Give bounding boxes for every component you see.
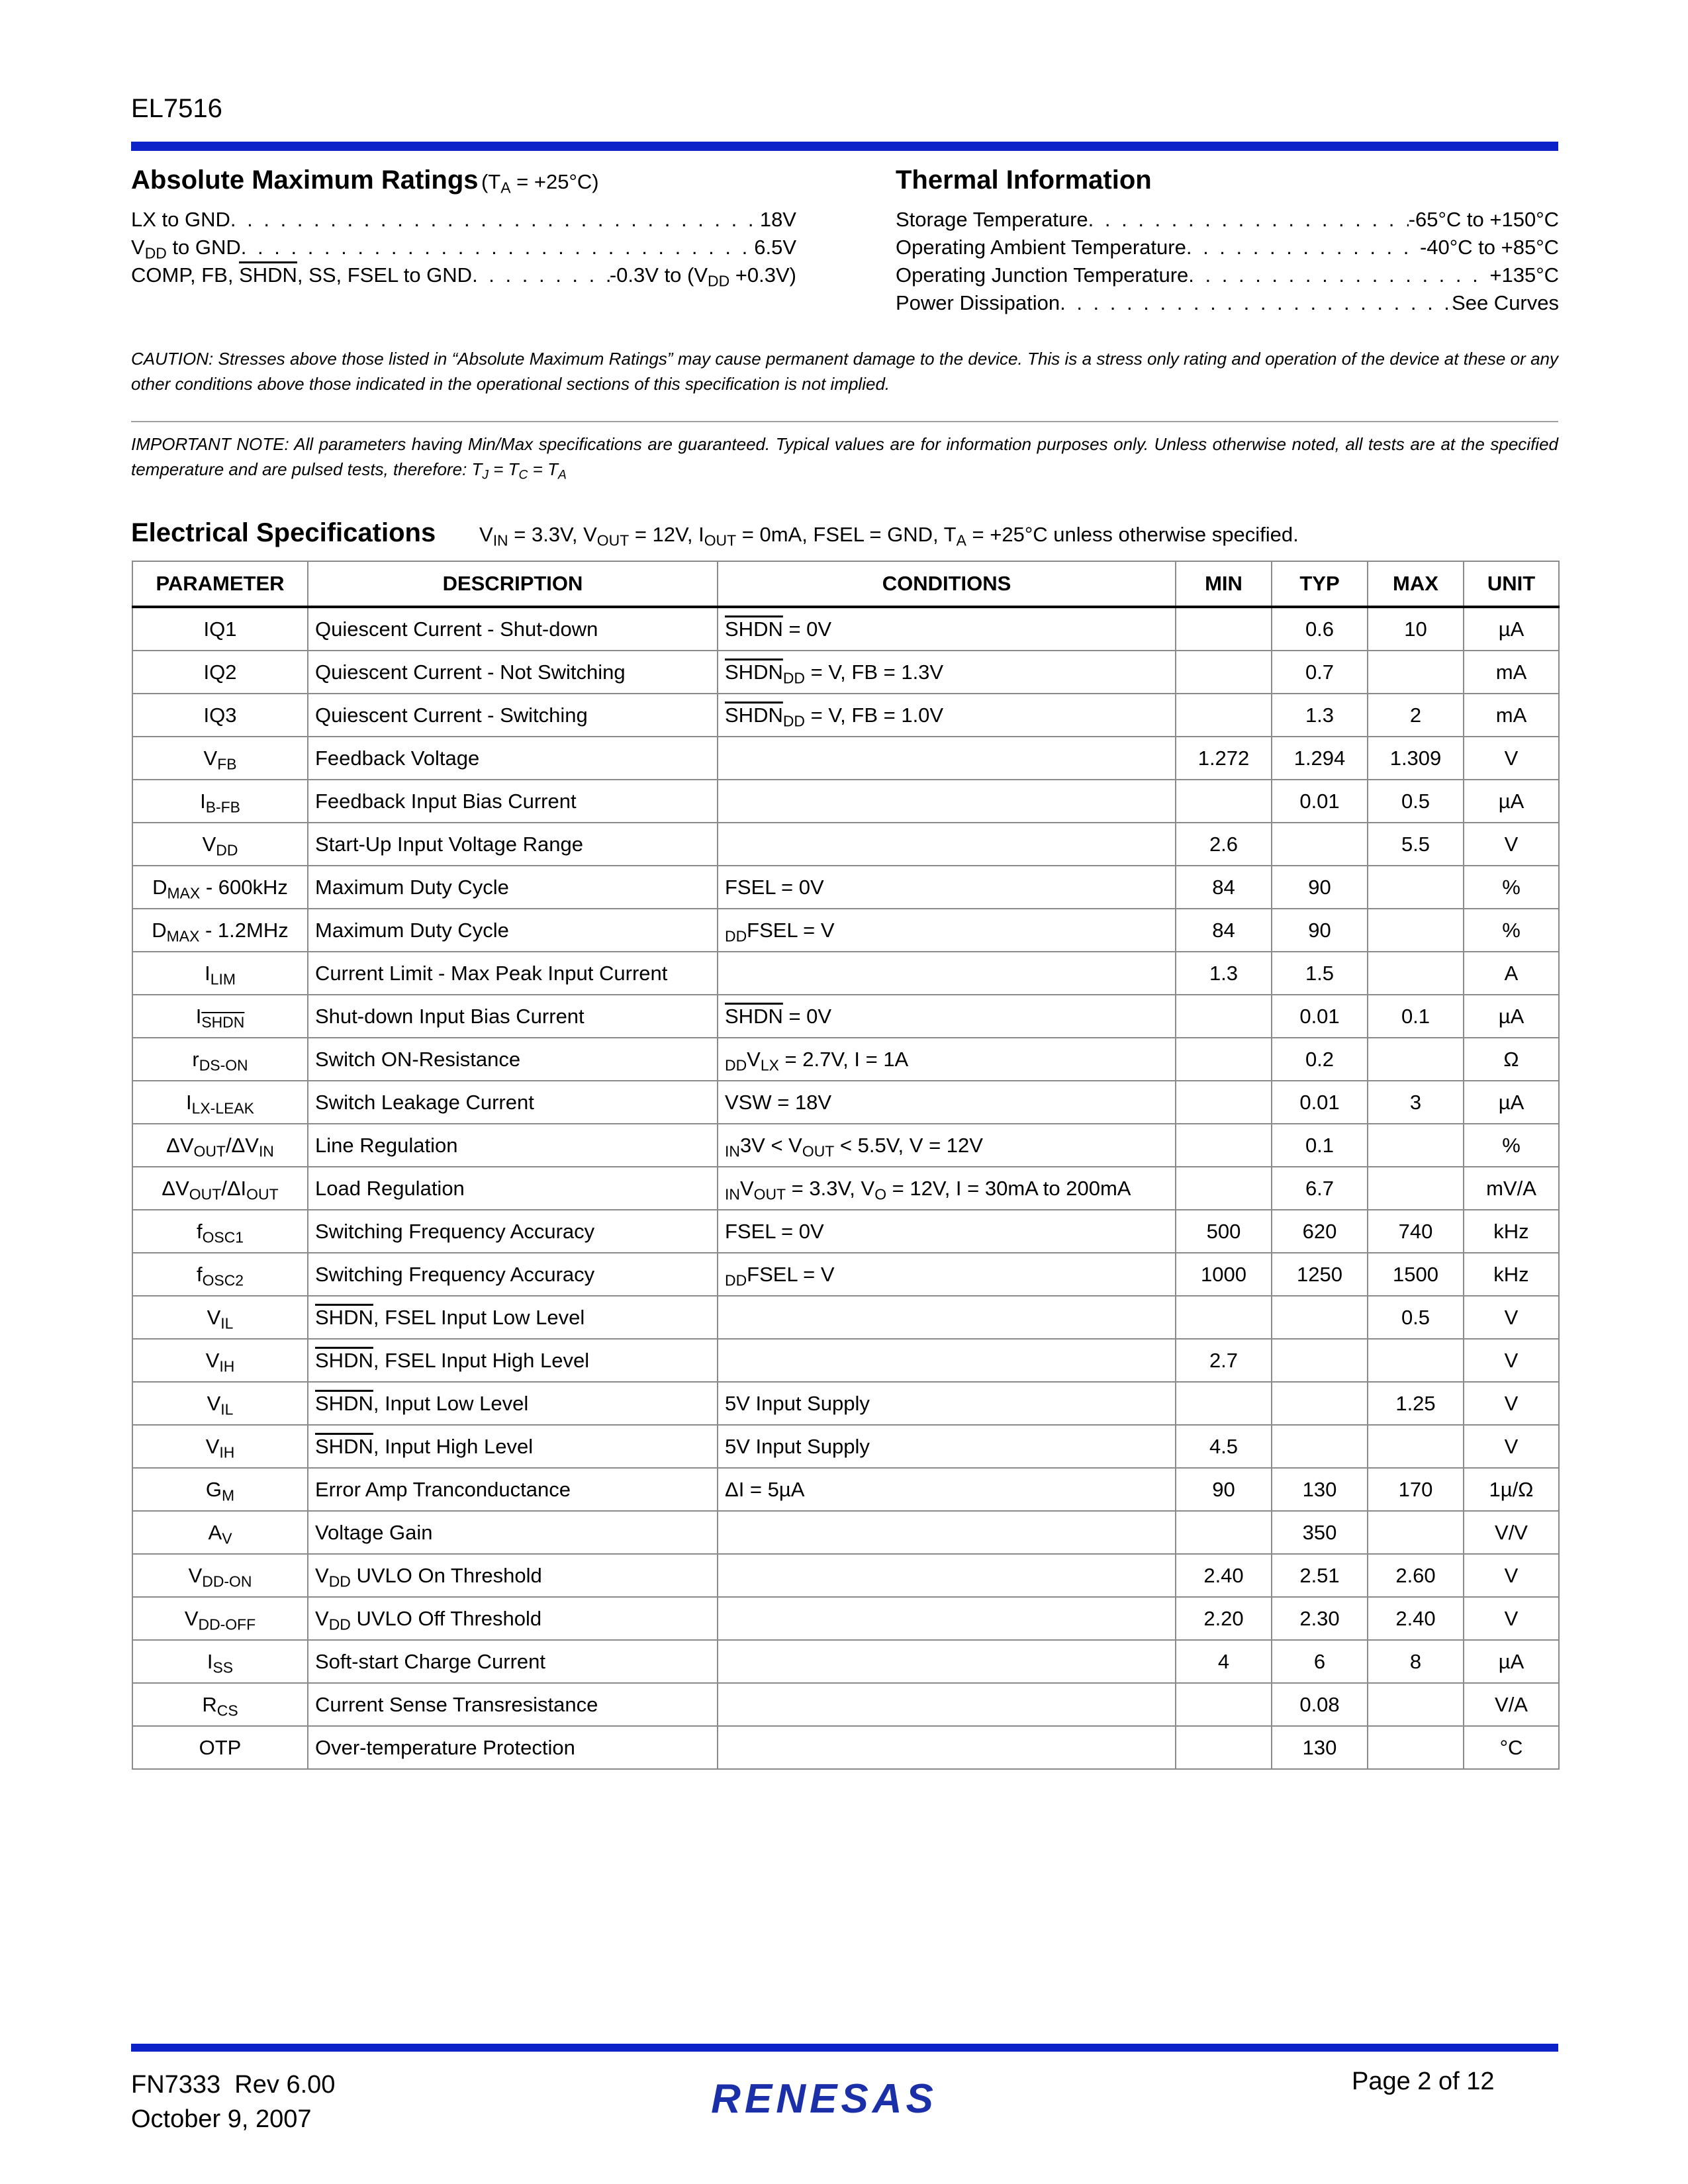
parameter-cell: OTP xyxy=(132,1726,308,1769)
unit-cell: % xyxy=(1464,909,1559,952)
max-cell xyxy=(1368,1339,1464,1382)
max-cell: 2 xyxy=(1368,694,1464,737)
conditions-cell xyxy=(718,1640,1176,1683)
description-cell: SHDN, Input High Level xyxy=(308,1425,718,1468)
min-cell xyxy=(1176,1124,1272,1167)
unit-cell: mA xyxy=(1464,651,1559,694)
min-cell xyxy=(1176,1511,1272,1554)
typ-cell xyxy=(1272,1425,1368,1468)
parameter-cell: $V_{IL}$ xyxy=(132,1382,308,1425)
description-cell: Switch ON-Resistance xyxy=(308,1038,718,1081)
unit-cell: µA xyxy=(1464,995,1559,1038)
table-row xyxy=(132,1296,1559,1339)
conditions-cell xyxy=(718,952,1176,995)
min-cell: 90 xyxy=(1176,1468,1272,1511)
document-date: October 9, 2007 xyxy=(131,2105,312,2133)
min-cell: 4 xyxy=(1176,1640,1272,1683)
unit-cell: µA xyxy=(1464,780,1559,823)
description-cell: Maximum Duty Cycle xyxy=(308,909,718,952)
description-cell: $V_{DD}$ UVLO Off Threshold xyxy=(308,1597,718,1640)
min-cell: 2.7 xyxy=(1176,1339,1272,1382)
min-cell xyxy=(1176,607,1272,651)
typ-cell: 6.7 xyxy=(1272,1167,1368,1210)
max-cell: 0.5 xyxy=(1368,1296,1464,1339)
table-row xyxy=(132,1726,1559,1769)
conditions-cell xyxy=(718,737,1176,780)
conditions-cell xyxy=(718,1683,1176,1726)
min-cell xyxy=(1176,1726,1272,1769)
column-header: TYP xyxy=(1272,561,1368,607)
typ-cell: 2.30 xyxy=(1272,1597,1368,1640)
max-cell xyxy=(1368,651,1464,694)
unit-cell: V/V xyxy=(1464,1511,1559,1554)
unit-cell: V xyxy=(1464,737,1559,780)
typ-cell: 1.3 xyxy=(1272,694,1368,737)
max-cell xyxy=(1368,1425,1464,1468)
column-header: MIN xyxy=(1176,561,1272,607)
max-cell: 1500 xyxy=(1368,1253,1464,1296)
table-row xyxy=(132,1511,1559,1554)
description-cell: Quiescent Current - Not Switching xyxy=(308,651,718,694)
table-row xyxy=(132,1253,1559,1296)
description-cell: Over-temperature Protection xyxy=(308,1726,718,1769)
conditions-cell: FSEL = 0V xyxy=(718,866,1176,909)
description-cell: Line Regulation xyxy=(308,1124,718,1167)
parameter-cell: $V_{DD-ON}$ xyxy=(132,1554,308,1597)
table-row xyxy=(132,651,1559,694)
unit-cell: V xyxy=(1464,1597,1559,1640)
table-row xyxy=(132,1382,1559,1425)
conditions-cell: $_{DD}$FSEL = V xyxy=(718,909,1176,952)
conditions-cell: $_{DD}$FSEL = V xyxy=(718,1253,1176,1296)
typ-cell: 2.51 xyxy=(1272,1554,1368,1597)
parameter-cell: $V_{DD}$ xyxy=(132,823,308,866)
table-header-row xyxy=(132,561,1559,607)
min-cell xyxy=(1176,995,1272,1038)
conditions-cell: $SHDN_{DD} = V$, FB = 1.3V xyxy=(718,651,1176,694)
column-header: MAX xyxy=(1368,561,1464,607)
typ-cell: 0.01 xyxy=(1272,780,1368,823)
description-cell: SHDN, Input Low Level xyxy=(308,1382,718,1425)
column-header: DESCRIPTION xyxy=(308,561,718,607)
table-row xyxy=(132,780,1559,823)
typ-cell: 0.2 xyxy=(1272,1038,1368,1081)
description-cell: Quiescent Current - Shut-down xyxy=(308,607,718,651)
max-cell: 740 xyxy=(1368,1210,1464,1253)
min-cell xyxy=(1176,1167,1272,1210)
max-cell xyxy=(1368,1038,1464,1081)
typ-cell: 90 xyxy=(1272,866,1368,909)
parameter-cell: $I_{B-FB}$ xyxy=(132,780,308,823)
min-cell xyxy=(1176,780,1272,823)
max-cell: 1.25 xyxy=(1368,1382,1464,1425)
table-row xyxy=(132,1081,1559,1124)
unit-cell: V xyxy=(1464,823,1559,866)
min-cell: 4.5 xyxy=(1176,1425,1272,1468)
abs-max-condition: $(T_A = +25^\circ C)$ xyxy=(481,170,599,197)
min-cell: 84 xyxy=(1176,909,1272,952)
conditions-cell: $SHDN_{DD} = V$, FB = 1.0V xyxy=(718,694,1176,737)
max-cell xyxy=(1368,952,1464,995)
typ-cell: 350 xyxy=(1272,1511,1368,1554)
typ-cell: 90 xyxy=(1272,909,1368,952)
electrical-spec-table xyxy=(132,561,1560,1770)
thermal-row: Storage Temperature . . . -65°C to +150°C xyxy=(896,206,1559,234)
min-cell: 1000 xyxy=(1176,1253,1272,1296)
parameter-cell: $V_{IH}$ xyxy=(132,1339,308,1382)
conditions-cell xyxy=(718,1339,1176,1382)
unit-cell: V xyxy=(1464,1296,1559,1339)
description-cell: Switching Frequency Accuracy xyxy=(308,1210,718,1253)
max-cell: 2.40 xyxy=(1368,1597,1464,1640)
description-cell: Start-Up Input Voltage Range xyxy=(308,823,718,866)
conditions-cell: ΔI = 5µA xyxy=(718,1468,1176,1511)
important-note: IMPORTANT NOTE: All parameters having Min/Max specifications are guaranteed. Typical values are for information purposes only. Unless otherwise noted, all tests are at the specified temperature and are pulsed tests, therefore: $T_J = T_C = T_A$ xyxy=(131,434,1558,482)
conditions-cell: SHDN = 0V xyxy=(718,995,1176,1038)
min-cell xyxy=(1176,1038,1272,1081)
table-row xyxy=(132,737,1559,780)
conditions-cell xyxy=(718,780,1176,823)
conditions-cell xyxy=(718,1511,1176,1554)
min-cell xyxy=(1176,1296,1272,1339)
electrical-spec-conditions: $V_{IN} = 3.3V$, $V_{OUT} = 12V$, $I_{OUT} = 0mA$, FSEL = GND, $T_A = +25^\circ C$ unless otherwise specified. xyxy=(479,523,1299,549)
max-cell xyxy=(1368,1167,1464,1210)
unit-cell: V xyxy=(1464,1339,1559,1382)
unit-cell: mV/A xyxy=(1464,1167,1559,1210)
description-cell: $V_{DD}$ UVLO On Threshold xyxy=(308,1554,718,1597)
table-row xyxy=(132,952,1559,995)
conditions-cell: $_{IN}V_{OUT} = 3.3V$, $V_O = 12V$, I = 30mA to 200mA xyxy=(718,1167,1176,1210)
unit-cell: °C xyxy=(1464,1726,1559,1769)
abs-max-row: COMP, FB, SHDN, SS, FSEL to GND . . . -0.3V to $(V_{DD} +0.3V)$ xyxy=(131,261,796,289)
max-cell: 10 xyxy=(1368,607,1464,651)
table-row xyxy=(132,866,1559,909)
caution-note: CAUTION: Stresses above those listed in “Absolute Maximum Ratings” may cause permanent damage to the device. This is a stress only rating and operation of the device at these or any other conditions above those indicated in the operational sections of this specification is not implied. xyxy=(131,349,1558,394)
min-cell: 1.3 xyxy=(1176,952,1272,995)
description-cell: Shut-down Input Bias Current xyxy=(308,995,718,1038)
parameter-cell: $f_{OSC1}$ xyxy=(132,1210,308,1253)
unit-cell: A xyxy=(1464,952,1559,995)
abs-max-title: Absolute Maximum Ratings xyxy=(131,165,479,195)
unit-cell: Ω xyxy=(1464,1038,1559,1081)
conditions-cell xyxy=(718,1296,1176,1339)
typ-cell: 0.01 xyxy=(1272,1081,1368,1124)
unit-cell: µA xyxy=(1464,1081,1559,1124)
typ-cell xyxy=(1272,1339,1368,1382)
description-cell: Feedback Input Bias Current xyxy=(308,780,718,823)
min-cell: 2.6 xyxy=(1176,823,1272,866)
parameter-cell: $I_{SHDN}$ xyxy=(132,995,308,1038)
thermal-row: Operating Ambient Temperature . . . -40°C to +85°C xyxy=(896,234,1559,261)
parameter-cell: $V_{IH}$ xyxy=(132,1425,308,1468)
thermal-title: Thermal Information xyxy=(896,165,1152,195)
parameter-cell: $I_{LX-LEAK}$ xyxy=(132,1081,308,1124)
max-cell: 3 xyxy=(1368,1081,1464,1124)
typ-cell: 620 xyxy=(1272,1210,1368,1253)
parameter-cell: $G_M$ xyxy=(132,1468,308,1511)
parameter-cell: $r_{DS-ON}$ xyxy=(132,1038,308,1081)
typ-cell: 1.5 xyxy=(1272,952,1368,995)
parameter-cell: $V_{FB}$ xyxy=(132,737,308,780)
typ-cell: 1.294 xyxy=(1272,737,1368,780)
parameter-cell: $I_{LIM}$ xyxy=(132,952,308,995)
conditions-cell: $_{IN}3V < V_{OUT} < 5.5V$, V = 12V xyxy=(718,1124,1176,1167)
thermal-information xyxy=(896,165,1559,317)
table-row xyxy=(132,1425,1559,1468)
conditions-cell xyxy=(718,1554,1176,1597)
parameter-cell: IQ2 xyxy=(132,651,308,694)
abs-max-row: $V_{DD}$ to GND . . . 6.5V xyxy=(131,234,796,261)
unit-cell: mA xyxy=(1464,694,1559,737)
max-cell xyxy=(1368,1726,1464,1769)
unit-cell: µA xyxy=(1464,1640,1559,1683)
typ-cell: 0.7 xyxy=(1272,651,1368,694)
max-cell: 8 xyxy=(1368,1640,1464,1683)
conditions-cell: FSEL = 0V xyxy=(718,1210,1176,1253)
column-header: CONDITIONS xyxy=(718,561,1176,607)
thermal-row: Power Dissipation . . . See Curves xyxy=(896,289,1559,317)
conditions-cell: VSW = 18V xyxy=(718,1081,1176,1124)
table-row xyxy=(132,1597,1559,1640)
description-cell: Quiescent Current - Switching xyxy=(308,694,718,737)
parameter-cell: $A_V$ xyxy=(132,1511,308,1554)
parameter-cell: $V_{IL}$ xyxy=(132,1296,308,1339)
page-number: Page 2 of 12 xyxy=(1352,2068,1495,2095)
unit-cell: V xyxy=(1464,1554,1559,1597)
table-row xyxy=(132,1167,1559,1210)
description-cell: Switching Frequency Accuracy xyxy=(308,1253,718,1296)
max-cell: 170 xyxy=(1368,1468,1464,1511)
description-cell: SHDN, FSEL Input Low Level xyxy=(308,1296,718,1339)
parameter-cell: $D_{MAX} - 600kHz$ xyxy=(132,866,308,909)
table-row xyxy=(132,823,1559,866)
conditions-cell: 5V Input Supply xyxy=(718,1425,1176,1468)
conditions-cell xyxy=(718,823,1176,866)
min-cell xyxy=(1176,1683,1272,1726)
typ-cell: 130 xyxy=(1272,1468,1368,1511)
min-cell: 1.272 xyxy=(1176,737,1272,780)
description-cell: Switch Leakage Current xyxy=(308,1081,718,1124)
unit-cell: V xyxy=(1464,1382,1559,1425)
typ-cell: 0.01 xyxy=(1272,995,1368,1038)
abs-max-heading xyxy=(131,165,796,195)
description-cell: Error Amp Tranconductance xyxy=(308,1468,718,1511)
parameter-cell: $I_{SS}$ xyxy=(132,1640,308,1683)
typ-cell xyxy=(1272,1296,1368,1339)
table-row xyxy=(132,909,1559,952)
parameter-cell: $V_{DD-OFF}$ xyxy=(132,1597,308,1640)
table-row xyxy=(132,1210,1559,1253)
typ-cell: 6 xyxy=(1272,1640,1368,1683)
unit-cell: 1µ/Ω xyxy=(1464,1468,1559,1511)
min-cell xyxy=(1176,651,1272,694)
parameter-cell: $f_{OSC2}$ xyxy=(132,1253,308,1296)
table-row xyxy=(132,1554,1559,1597)
absolute-maximum-ratings xyxy=(131,165,796,289)
parameter-cell: $R_{CS}$ xyxy=(132,1683,308,1726)
description-cell: SHDN, FSEL Input High Level xyxy=(308,1339,718,1382)
abs-max-row: LX to GND . . . 18V xyxy=(131,206,796,234)
description-cell: Maximum Duty Cycle xyxy=(308,866,718,909)
table-row xyxy=(132,1468,1559,1511)
typ-cell: 1250 xyxy=(1272,1253,1368,1296)
conditions-cell xyxy=(718,1726,1176,1769)
min-cell xyxy=(1176,694,1272,737)
max-cell: 0.1 xyxy=(1368,995,1464,1038)
unit-cell: % xyxy=(1464,1124,1559,1167)
typ-cell: 0.08 xyxy=(1272,1683,1368,1726)
unit-cell: V/A xyxy=(1464,1683,1559,1726)
parameter-cell: $D_{MAX} - 1.2MHz$ xyxy=(132,909,308,952)
max-cell: 1.309 xyxy=(1368,737,1464,780)
min-cell xyxy=(1176,1382,1272,1425)
unit-cell: kHz xyxy=(1464,1253,1559,1296)
typ-cell: 0.6 xyxy=(1272,607,1368,651)
table-row xyxy=(132,607,1559,651)
table-row xyxy=(132,1124,1559,1167)
footer-doc-info xyxy=(131,2068,335,2136)
unit-cell: µA xyxy=(1464,607,1559,651)
parameter-cell: IQ1 xyxy=(132,607,308,651)
table-row xyxy=(132,1339,1559,1382)
table-row xyxy=(132,1640,1559,1683)
header-rule xyxy=(131,142,1558,151)
footer-rule xyxy=(131,2044,1558,2052)
description-cell: Soft-start Charge Current xyxy=(308,1640,718,1683)
typ-cell: 0.1 xyxy=(1272,1124,1368,1167)
conditions-cell: $_{DD}V_{LX} = 2.7V$, I = 1A xyxy=(718,1038,1176,1081)
description-cell: Current Sense Transresistance xyxy=(308,1683,718,1726)
parameter-cell: $\Delta V_{OUT}/\Delta V_{IN}$ xyxy=(132,1124,308,1167)
table-row xyxy=(132,995,1559,1038)
typ-cell xyxy=(1272,1382,1368,1425)
min-cell: 2.20 xyxy=(1176,1597,1272,1640)
max-cell: 2.60 xyxy=(1368,1554,1464,1597)
column-header: PARAMETER xyxy=(132,561,308,607)
typ-cell: 130 xyxy=(1272,1726,1368,1769)
note-divider xyxy=(131,421,1558,422)
parameter-cell: $\Delta V_{OUT}/\Delta I_{OUT}$ xyxy=(132,1167,308,1210)
conditions-cell: SHDN = 0V xyxy=(718,607,1176,651)
max-cell: 0.5 xyxy=(1368,780,1464,823)
unit-cell: % xyxy=(1464,866,1559,909)
description-cell: Feedback Voltage xyxy=(308,737,718,780)
table-row xyxy=(132,1038,1559,1081)
typ-cell xyxy=(1272,823,1368,866)
parameter-cell: IQ3 xyxy=(132,694,308,737)
max-cell: 5.5 xyxy=(1368,823,1464,866)
min-cell: 84 xyxy=(1176,866,1272,909)
document-id: EL7516 xyxy=(131,94,222,123)
column-header: UNIT xyxy=(1464,561,1559,607)
description-cell: Current Limit - Max Peak Input Current xyxy=(308,952,718,995)
renesas-logo xyxy=(686,2078,962,2118)
max-cell xyxy=(1368,1124,1464,1167)
min-cell: 500 xyxy=(1176,1210,1272,1253)
conditions-cell xyxy=(718,1597,1176,1640)
unit-cell: kHz xyxy=(1464,1210,1559,1253)
description-cell: Load Regulation xyxy=(308,1167,718,1210)
unit-cell: V xyxy=(1464,1425,1559,1468)
max-cell xyxy=(1368,1511,1464,1554)
conditions-cell: 5V Input Supply xyxy=(718,1382,1176,1425)
table-row xyxy=(132,694,1559,737)
max-cell xyxy=(1368,866,1464,909)
thermal-row: Operating Junction Temperature . . . +135°C xyxy=(896,261,1559,289)
logo-text: RENESAS xyxy=(711,2078,937,2118)
electrical-spec-title: Electrical Specifications xyxy=(131,518,436,547)
max-cell xyxy=(1368,1683,1464,1726)
document-revision: FN7333 Rev 6.00 xyxy=(131,2071,336,2099)
min-cell xyxy=(1176,1081,1272,1124)
description-cell: Voltage Gain xyxy=(308,1511,718,1554)
table-row xyxy=(132,1683,1559,1726)
min-cell: 2.40 xyxy=(1176,1554,1272,1597)
max-cell xyxy=(1368,909,1464,952)
